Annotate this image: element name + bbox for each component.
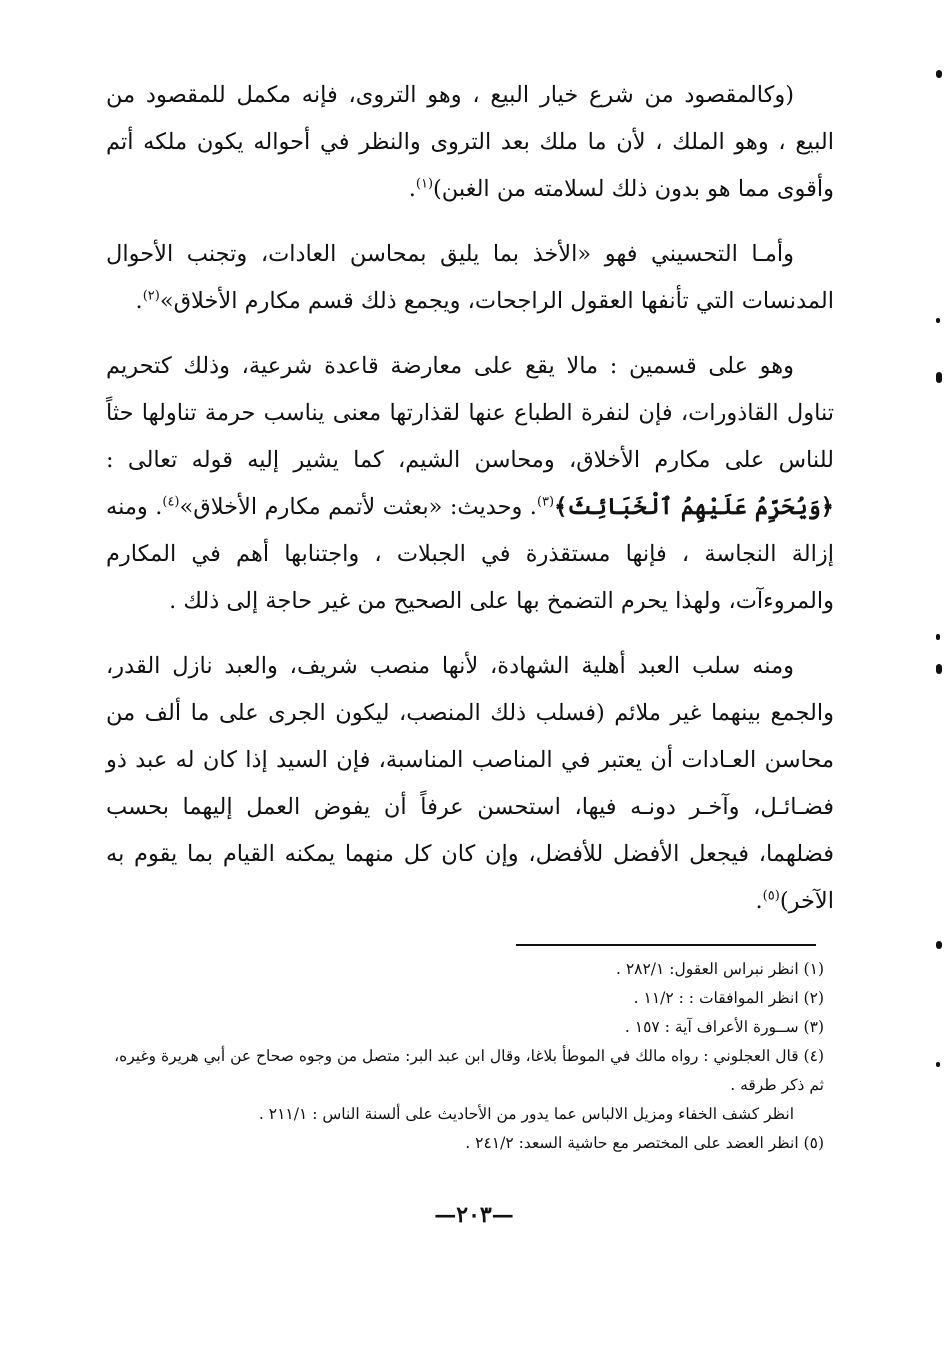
footnote-ref: (٢): [142, 288, 160, 304]
footnote: (٤) قال العجلوني : رواه مالك في الموطأ بلاغا، وقال ابن عبد البر: متصل من وجوه صحاح عن أبي هريرة وغيره، ثم ذكر طرقه .: [114, 1047, 824, 1094]
margin-mark: [936, 941, 942, 949]
text-run: وأمـا التحسيني فهو «الأخذ بما يليق بمحاسن العادات، وتجنب الأحوال المدنسات التي تأنفها العقول الراجحات، ويجمع ذلك قسم مكارم الأخلاق»: [106, 241, 834, 314]
footnote: (٢) انظر الموافقات : : ١١/٢ .: [633, 989, 824, 1007]
margin-mark: [936, 1062, 940, 1067]
text-run: (وكالمقصود من شرع خيار البيع ، وهو التروى، فإنه مكمل للمقصود من البيع ، وهو الملك ، لأن ما ملك بعد التروى والنظر في أحواله يكون ملكه أتم وأقوى مما هو بدون ذلك لسلامته من الغبن): [106, 82, 834, 202]
text-run: . وحديث: «بعثت لأتمم مكارم الأخلاق»: [179, 494, 537, 520]
text-run: .: [408, 176, 416, 202]
margin-mark: [936, 70, 942, 78]
text-run: ومنه سلب العبد أهلية الشهادة، لأنها منصب شريف، والعبد نازل القدر، والجمع بينهما غير ملائم (فسلب ذلك المنصب، ليكون الجرى على ما ألف من محاسن العـادات أن يعتبر في المناصب المناسبة، فإن السيد إذا كان له عبد ذو فضـائـل، وآخـر دونـه فيها، استحسن عرفاً أن يفوض العمل إليهما بحسب فضلهما، فيجعل الأفضل للأفضل، وإن كان كل منهما يمكنه القيام بما يقوم به الآخر): [106, 653, 834, 914]
footnote-separator: [516, 944, 816, 946]
footnote: انظر كشف الخفاء ومزيل الالباس عما يدور من الأحاديث على ألسنة الناس : ٢١١/١ .: [258, 1105, 794, 1123]
paragraph: [106, 72, 834, 213]
margin-mark: [936, 634, 940, 640]
main-text: [106, 72, 834, 943]
footnotes: [106, 955, 824, 1158]
paragraph: [106, 343, 834, 625]
footnote-ref: (٤): [162, 494, 180, 510]
text-run: وهو على قسمين : مالا يقع على معارضة قاعدة شرعية، وذلك كتحريم تناول القاذورات، فإن لنفرة الطباع عنها لقذارتها معنى يناسب حرمة تناولها حثاً للناس على مكارم الأخلاق، ومحاسن الشيم، كما يشير إليه قوله تعالى :: [106, 353, 834, 473]
paragraph: [106, 231, 834, 325]
footnote: (١) انظر نبراس العقول: ٢٨٢/١ .: [615, 960, 824, 978]
text-run: .: [755, 888, 763, 914]
margin-mark: [936, 664, 942, 674]
footnote-ref: (٣): [536, 494, 555, 510]
footnote-ref: (٥): [762, 888, 780, 904]
footnote: (٥) انظر العضد على المختصر مع حاشية السعد: ٢٤١/٢ .: [465, 1134, 824, 1152]
margin-mark: [936, 318, 940, 323]
page-number: —٢٠٣—: [434, 1202, 514, 1228]
text-run: . ومنه إزالة النجاسة ، فإنها مستقذرة في الجبلات ، واجتنابها أهم في المكارم والمروءآت، ولهذا يحرم التضمخ بها على الصحيح من غير حاجة إلى ذلك .: [106, 494, 834, 614]
paragraph: [106, 643, 834, 925]
margin-mark: [936, 372, 942, 383]
footnote-ref: (١): [415, 176, 434, 192]
footnote: (٣) ســورة الأعراف آية : ١٥٧ .: [624, 1018, 824, 1036]
quran-verse: ﴿وَيُحَرِّمُ عَلَيْهِمُ ٱلْخَبَائِثَ﴾: [554, 494, 834, 520]
text-run: .: [135, 288, 143, 314]
